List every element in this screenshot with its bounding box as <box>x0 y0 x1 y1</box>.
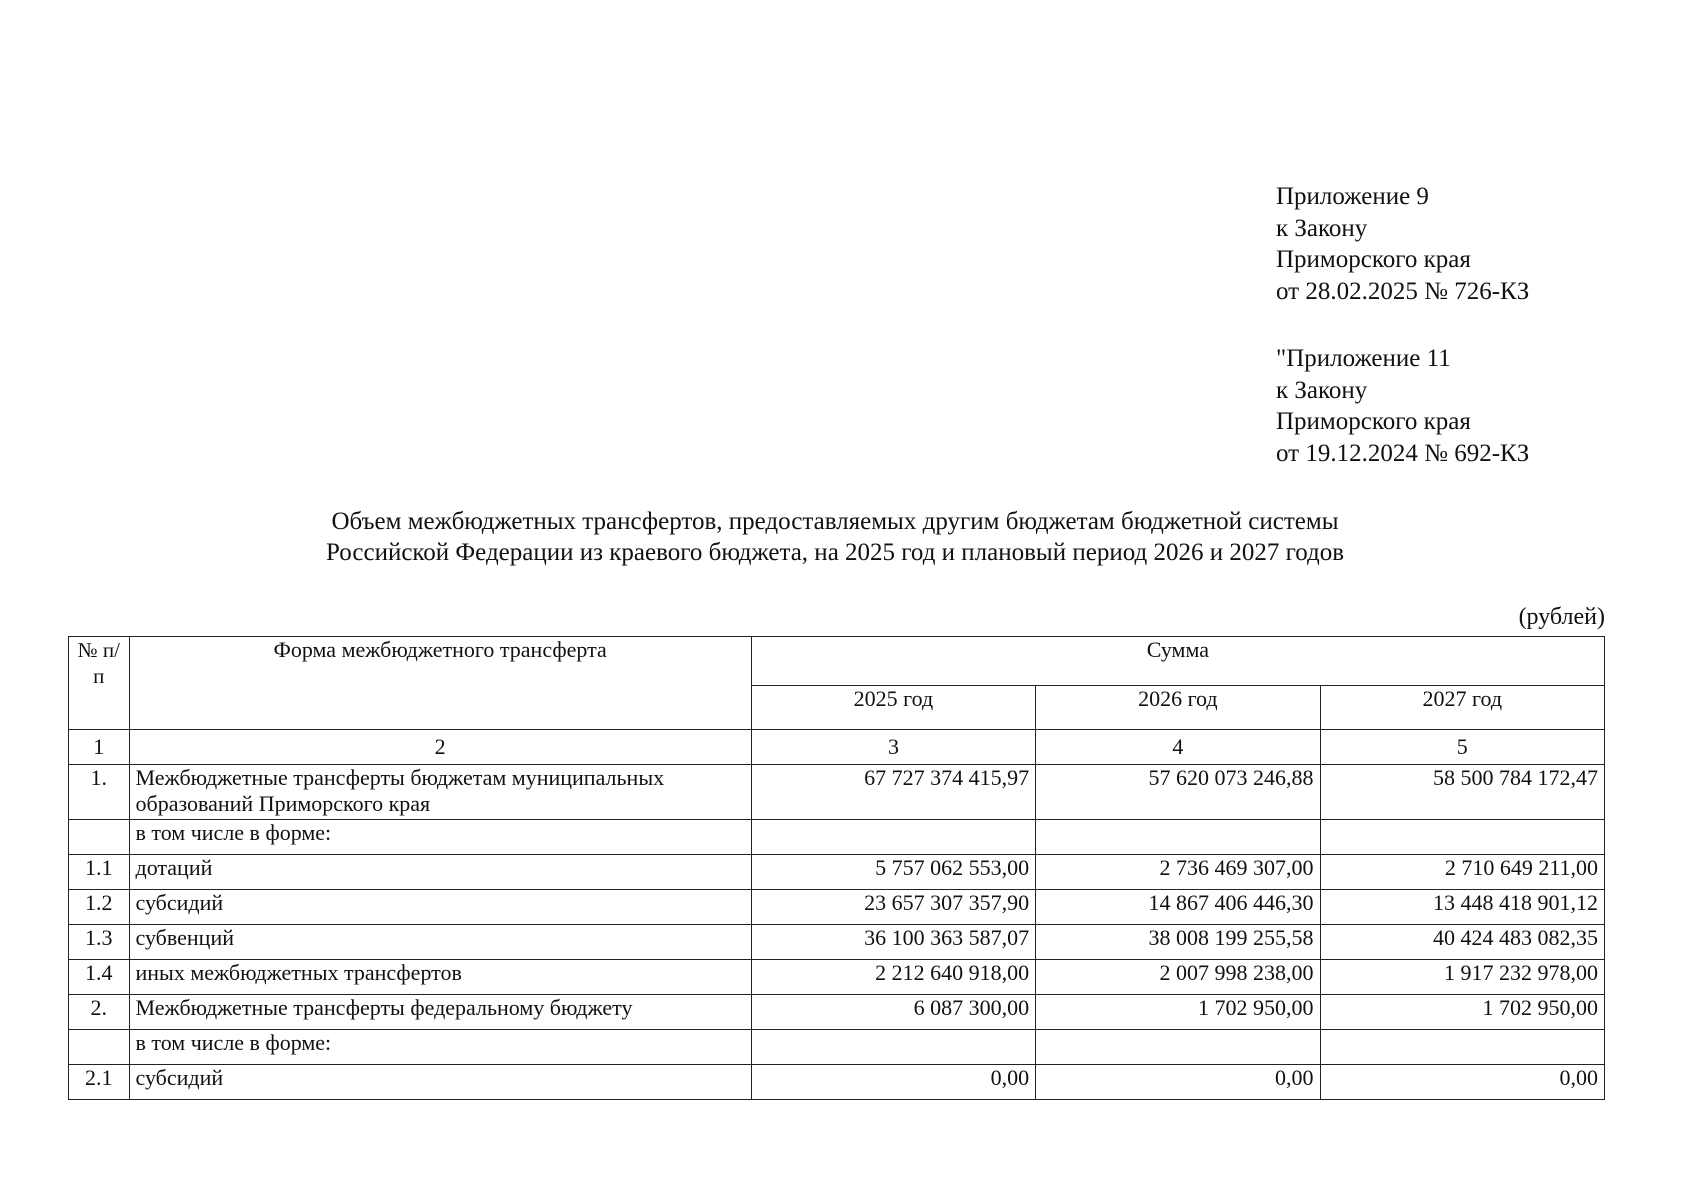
header-form: Форма межбюджетного трансферта <box>129 637 751 730</box>
row-label: дотаций <box>129 855 751 890</box>
units-label: (рублей) <box>1518 604 1605 630</box>
appendix-line: Приморского края <box>1276 408 1471 435</box>
column-numbers-row <box>69 730 1605 765</box>
amount-2025: 6 087 300,00 <box>751 995 1035 1030</box>
amount-2027: 58 500 784 172,47 <box>1320 765 1604 820</box>
table-row <box>69 1065 1605 1100</box>
amount-2025: 36 100 363 587,07 <box>751 925 1035 960</box>
header-year-2025: 2025 год <box>751 686 1035 730</box>
row-label: субсидий <box>129 1065 751 1100</box>
row-label: субсидий <box>129 890 751 925</box>
row-label-line: образований Приморского края <box>135 791 431 816</box>
amount-2027: 13 448 418 901,12 <box>1320 890 1604 925</box>
row-label: иных межбюджетных трансфертов <box>129 960 751 995</box>
row-label-line: Межбюджетные трансферты бюджетам муниципальных <box>135 765 665 790</box>
row-label: Межбюджетные трансферты федеральному бюджету <box>129 995 751 1030</box>
column-number: 4 <box>1036 730 1320 765</box>
amount-2025: 5 757 062 553,00 <box>751 855 1035 890</box>
amount-2026: 1 702 950,00 <box>1036 995 1320 1030</box>
row-number: 2. <box>69 995 130 1030</box>
appendix-line: к Закону <box>1276 376 1368 404</box>
amount-2027: 1 702 950,00 <box>1320 995 1604 1030</box>
amount-2026: 2 736 469 307,00 <box>1036 855 1320 890</box>
amount-2026: 2 007 998 238,00 <box>1036 960 1320 995</box>
row-number: 1.1 <box>69 855 130 890</box>
appendix-line: Приложение 9 <box>1276 183 1429 210</box>
amount-2027: 40 424 483 082,35 <box>1320 925 1604 960</box>
row-number <box>69 820 130 855</box>
appendix-reference-amended <box>1276 343 1529 469</box>
amount-2027 <box>1320 1030 1604 1065</box>
column-number: 5 <box>1320 730 1604 765</box>
amount-2027: 2 710 649 211,00 <box>1320 855 1604 890</box>
amount-2026: 14 867 406 446,30 <box>1036 890 1320 925</box>
appendix-line: Приморского края <box>1276 246 1471 273</box>
amount-2025: 67 727 374 415,97 <box>751 765 1035 820</box>
document-title <box>180 506 1490 568</box>
amount-2027: 1 917 232 978,00 <box>1320 960 1604 995</box>
table-row <box>69 820 1605 855</box>
amount-2026 <box>1036 820 1320 855</box>
amount-2025: 0,00 <box>751 1065 1035 1100</box>
table-row <box>69 1030 1605 1065</box>
header-row <box>69 637 1605 686</box>
column-number: 1 <box>69 730 130 765</box>
amount-2027 <box>1320 820 1604 855</box>
amount-2025: 2 212 640 918,00 <box>751 960 1035 995</box>
amount-2025 <box>751 1030 1035 1065</box>
row-number <box>69 1030 130 1065</box>
row-number: 1.3 <box>69 925 130 960</box>
header-sum: Сумма <box>751 637 1604 686</box>
table-row <box>69 765 1605 820</box>
row-label: субвенций <box>129 925 751 960</box>
amount-2026 <box>1036 1030 1320 1065</box>
column-number: 2 <box>129 730 751 765</box>
amount-2026: 0,00 <box>1036 1065 1320 1100</box>
table-row <box>69 960 1605 995</box>
table-row <box>69 890 1605 925</box>
row-label: в том числе в форме: <box>129 820 751 855</box>
row-number: 1.4 <box>69 960 130 995</box>
row-label <box>129 765 751 820</box>
appendix-line: "Приложение 11 <box>1276 345 1451 372</box>
row-number: 1.2 <box>69 890 130 925</box>
column-number: 3 <box>751 730 1035 765</box>
appendix-line: от 28.02.2025 № 726-КЗ <box>1276 277 1530 305</box>
table-row <box>69 995 1605 1030</box>
amount-2027: 0,00 <box>1320 1065 1604 1100</box>
row-number: 2.1 <box>69 1065 130 1100</box>
appendix-line: к Закону <box>1276 214 1368 242</box>
title-line: Российской Федерации из краевого бюджета, на 2025 год и плановый период 2026 и 2027 годов <box>325 539 1345 566</box>
table-row <box>69 925 1605 960</box>
amount-2026: 38 008 199 255,58 <box>1036 925 1320 960</box>
header-year-2027: 2027 год <box>1320 686 1604 730</box>
appendix-reference-current <box>1276 181 1529 307</box>
table-row <box>69 855 1605 890</box>
row-number: 1. <box>69 765 130 820</box>
transfers-table <box>68 636 1605 1100</box>
appendix-line: от 19.12.2024 № 692-КЗ <box>1276 439 1530 467</box>
row-label: в том числе в форме: <box>129 1030 751 1065</box>
header-year-2026: 2026 год <box>1036 686 1320 730</box>
amount-2025 <box>751 820 1035 855</box>
header-num: № п/п <box>69 637 130 730</box>
amount-2025: 23 657 307 357,90 <box>751 890 1035 925</box>
title-line: Объем межбюджетных трансфертов, предоставляемых другим бюджетам бюджетной системы <box>331 508 1339 535</box>
amount-2026: 57 620 073 246,88 <box>1036 765 1320 820</box>
